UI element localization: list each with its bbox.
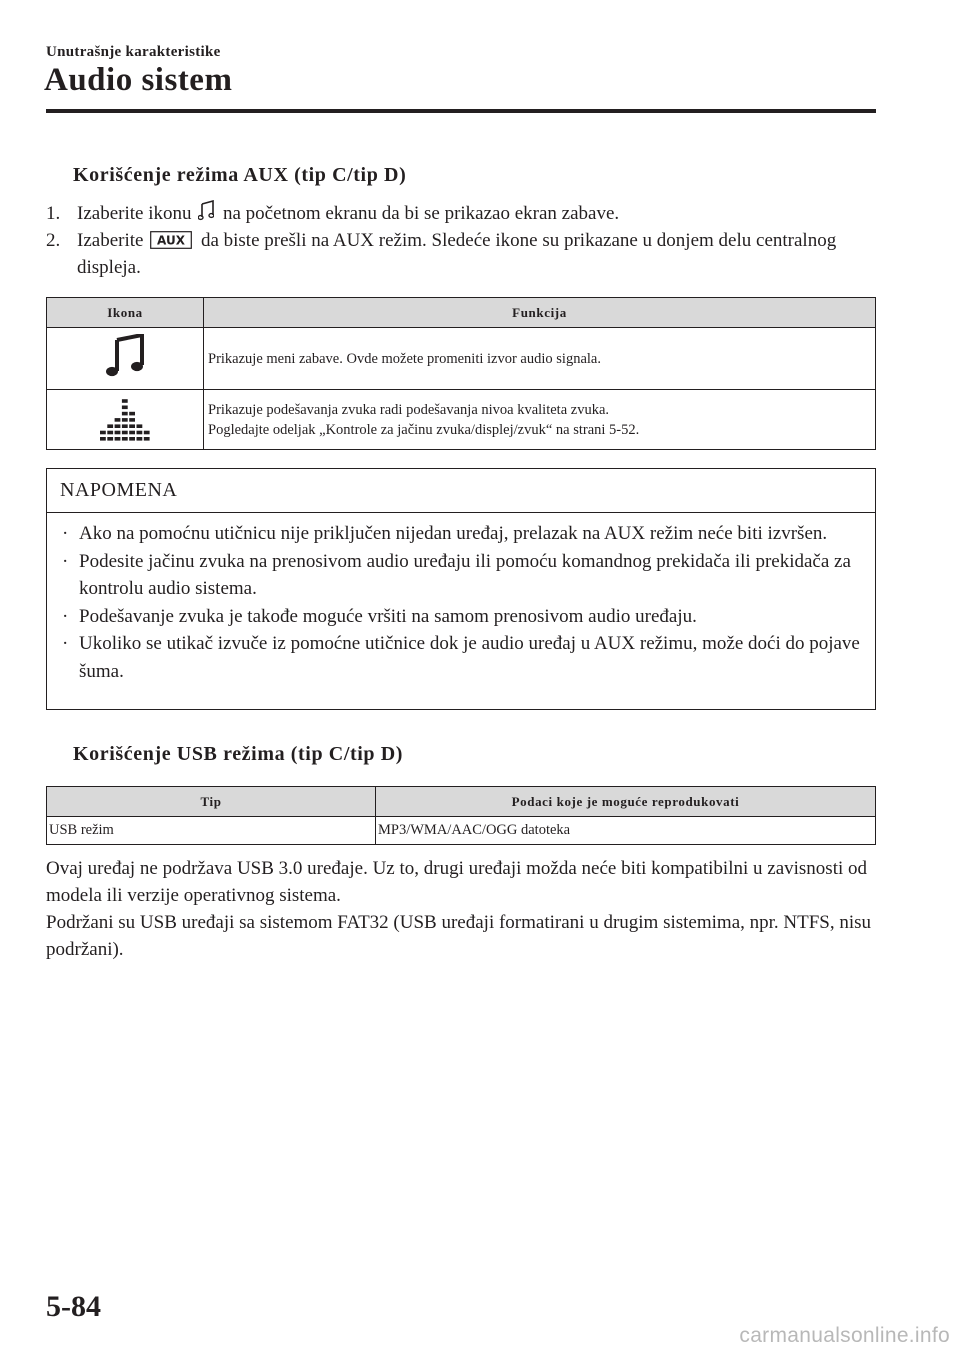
table-row [47, 817, 876, 845]
function-text: Prikazuje meni zabave. Ovde možete promeniti izvor audio signala. [208, 350, 601, 367]
equalizer-segment [115, 437, 121, 441]
section-label: Unutrašnje karakteristike [46, 44, 221, 60]
aux-icon-label: AUX [157, 233, 186, 248]
table-header-icon: Ikona [47, 298, 204, 328]
page-number: 5-84 [46, 1290, 101, 1323]
equalizer-segment [107, 430, 113, 434]
bullet: · [62, 523, 69, 544]
table-row [47, 328, 876, 390]
music-note-icon [106, 334, 144, 378]
table-cell: USB režim [47, 817, 376, 845]
equalizer-segment [122, 405, 128, 409]
note-item-text: Podešavanje zvuka je takođe moguće vršiti na samom prenosivom audio uređaju. [79, 605, 697, 627]
function-text: Pogledajte odeljak „Kontrole za jačinu zvuka/displej/zvuk“ na strani 5-52. [208, 421, 640, 438]
equalizer-segment [144, 437, 150, 441]
note-box [46, 468, 876, 710]
usb-paragraph: Ovaj uređaj ne podržava USB 3.0 uređaje. Uz to, drugi uređaji možda neće biti kompatibilni u zavisnosti od modela ili verzije operativnog sistema. [46, 858, 867, 906]
equalizer-segment [122, 411, 128, 415]
equalizer-segment [107, 437, 113, 441]
list-item [60, 520, 870, 548]
note-item-text: Ukoliko se utikač izvuče iz pomoćne utičnice dok je audio uređaj u AUX režimu, može doći do pojave šuma. [79, 633, 860, 682]
note-list [60, 520, 870, 685]
equalizer-segment [115, 424, 121, 428]
equalizer-segment [100, 430, 106, 434]
aux-icon-table [46, 297, 876, 450]
step-text-before: Izaberite [77, 230, 144, 251]
table-header-function: Funkcija [204, 298, 876, 328]
equalizer-segment [122, 418, 128, 422]
equalizer-segment [129, 418, 135, 422]
equalizer-segment [129, 424, 135, 428]
music-note-icon [198, 200, 214, 222]
equalizer-segment [129, 411, 135, 415]
usb-table [46, 786, 876, 845]
bullet: · [62, 633, 69, 654]
equalizer-segment [137, 437, 143, 441]
table-function-cell [204, 390, 876, 450]
table-icon-cell [47, 390, 204, 450]
table-row [47, 390, 876, 450]
bullet: · [62, 605, 69, 627]
bullet: · [62, 550, 69, 572]
step-text-before: Izaberite ikonu [77, 203, 192, 224]
equalizer-segment [122, 430, 128, 434]
equalizer-segment [100, 437, 106, 441]
aux-icon [150, 231, 192, 249]
table-header-row [47, 787, 876, 817]
page-title: Audio sistem [44, 62, 233, 98]
equalizer-segment [137, 424, 143, 428]
equalizer-segment [115, 430, 121, 434]
equalizer-segment [122, 424, 128, 428]
list-item [60, 548, 870, 603]
table-icon-cell [47, 328, 204, 390]
step-number: 2. [46, 230, 61, 251]
step-2 [46, 227, 886, 281]
usb-paragraph: Podržani su USB uređaji sa sistemom FAT32 (USB uređaji formatirani u drugim sistemima, npr. NTFS, nisu podržani). [46, 912, 872, 960]
note-title: NAPOMENA [60, 479, 178, 501]
function-text: Prikazuje podešavanja zvuka radi podešavanja nivoa kvaliteta zvuka. [208, 401, 610, 418]
note-item-text: Podesite jačinu zvuka na prenosivom audio uređaju ili pomoću komandnog prekidača ili prekidača za kontrolu audio sistema. [79, 550, 851, 599]
list-item [60, 603, 870, 631]
aux-steps-list [46, 200, 886, 281]
note-divider [47, 512, 875, 513]
list-item [60, 630, 870, 685]
step-text-after: da biste prešli na AUX režim. Sledeće ikone su prikazane u donjem delu centralnog displeja. [77, 230, 837, 278]
equalizer-segment [129, 430, 135, 434]
step-text-after: na početnom ekranu da bi se prikazao ekran zabave. [222, 203, 620, 224]
table-cell: MP3/WMA/AAC/OGG datoteka [376, 817, 876, 845]
aux-section-heading: Korišćenje režima AUX (tip C/tip D) [73, 164, 407, 186]
table-header-data: Podaci koje je moguće reprodukovati [376, 787, 876, 817]
equalizer-segment [144, 430, 150, 434]
equalizer-segment [122, 399, 128, 403]
equalizer-segment [129, 437, 135, 441]
usb-section-heading: Korišćenje USB režima (tip C/tip D) [73, 743, 404, 765]
step-1 [46, 200, 886, 227]
note-item-text: Ako na pomoćnu utičnicu nije priključen nijedan uređaj, prelazak na AUX režim neće biti izvršen. [79, 523, 828, 544]
table-header-type: Tip [47, 787, 376, 817]
equalizer-icon [98, 392, 152, 442]
watermark: carmanualsonline.info [739, 1324, 950, 1347]
step-number: 1. [46, 203, 61, 224]
equalizer-segment [137, 430, 143, 434]
equalizer-segment [115, 418, 121, 422]
title-divider [46, 109, 876, 113]
equalizer-segment [107, 424, 113, 428]
equalizer-segment [122, 437, 128, 441]
table-function-cell [204, 328, 876, 390]
table-header-row [47, 298, 876, 328]
